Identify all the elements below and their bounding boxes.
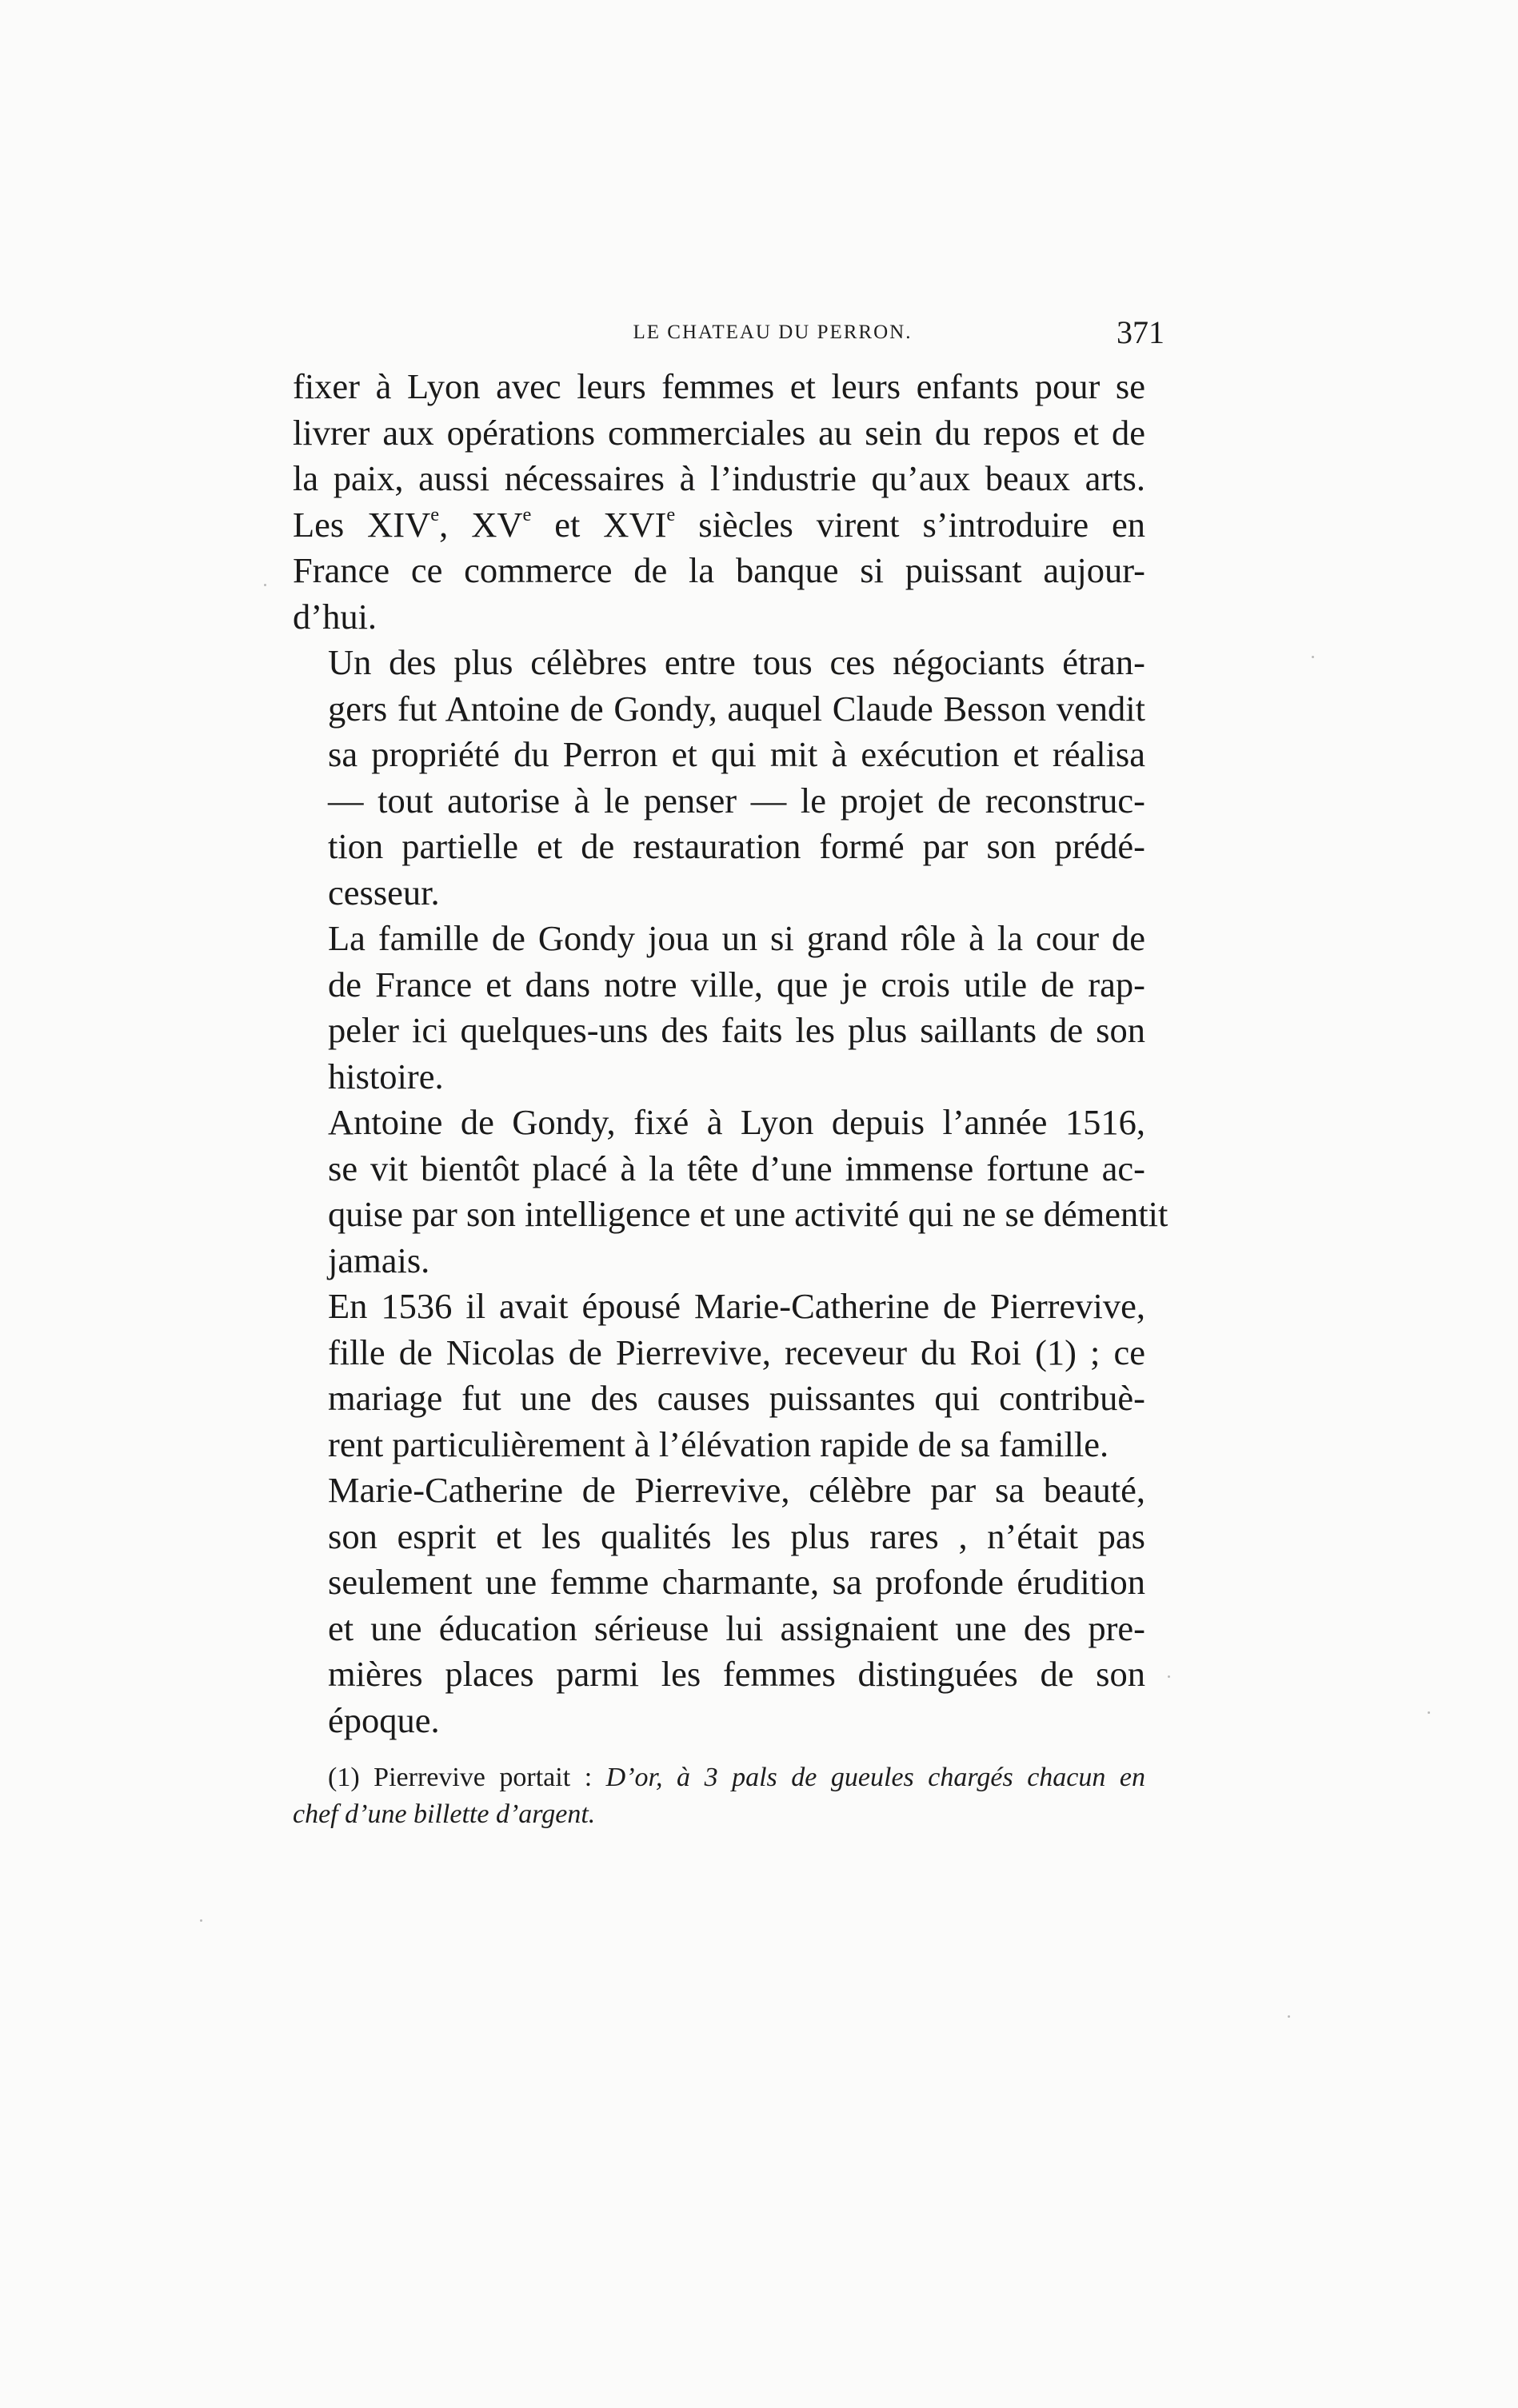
text-line: seulement une femme charmante, sa profonde érudition [328, 1562, 1145, 1602]
text-line: rent particulièrement à l’élévation rapide de sa famille. [328, 1424, 1109, 1464]
text-line: mières places parmi les femmes distinguées de son [328, 1654, 1145, 1694]
text-line: La famille de Gondy joua un si grand rôle à la cour de [328, 918, 1145, 958]
text-line: gers fut Antoine de Gondy, auquel Claude Besson vendit [328, 688, 1145, 729]
text-line: peler ici quelques-uns des faits les plus saillants de son [328, 1010, 1145, 1050]
text-segment: Les XIV [293, 504, 431, 545]
main-text [293, 364, 1168, 1743]
text-line [293, 502, 1145, 549]
text-line: jamais. [328, 1240, 430, 1280]
text-line: cesseur. [328, 872, 440, 912]
text-line: de France et dans notre ville, que je crois utile de rap- [328, 964, 1145, 1004]
text-line: livrer aux opérations commerciales au sein du repos et de [293, 412, 1145, 453]
text-line: époque. [328, 1699, 440, 1740]
text-segment: siècles virent s’introduire en [675, 504, 1145, 545]
footnote-marker: (1) Pierrevive portait : [328, 1763, 593, 1792]
text-line: Marie-Catherine de Pierrevive, célèbre par sa beauté, [328, 1470, 1145, 1510]
paragraph [293, 1468, 1145, 1743]
paper-speck [1168, 1675, 1170, 1678]
superscript: e [666, 504, 676, 526]
paragraph [293, 916, 1145, 1100]
superscript: e [430, 504, 440, 526]
text-line: tion partielle et de restauration formé par son prédé- [328, 826, 1145, 866]
paragraph [293, 364, 1145, 640]
text-segment: , XV [439, 504, 523, 545]
page-number: 371 [1117, 314, 1164, 350]
text-line: d’hui. [293, 596, 378, 637]
footnote-line [293, 1759, 1145, 1796]
text-line: mariage fut une des causes puissantes qui contribuè- [328, 1378, 1145, 1418]
paper-speck [264, 584, 266, 586]
footnote-line [293, 1796, 1145, 1833]
text-line: fille de Nicolas de Pierrevive, receveur du Roi (1) ; ce [328, 1332, 1145, 1372]
text-line: — tout autorise à le penser — le projet de reconstruc- [328, 780, 1145, 821]
paper-speck [200, 1919, 202, 1922]
text-line: la paix, aussi nécessaires à l’industrie qu’aux beaux arts. [293, 458, 1145, 498]
paper-speck [1288, 2015, 1290, 2018]
text-line: sa propriété du Perron et qui mit à exécution et réalisa [328, 734, 1145, 774]
text-line: Antoine de Gondy, fixé à Lyon depuis l’année 1516, [328, 1102, 1145, 1142]
text-line: En 1536 il avait épousé Marie-Catherine de Pierrevive, [328, 1286, 1145, 1326]
footnote [293, 1759, 1145, 1833]
text-line: se vit bientôt placé à la tête d’une immense fortune ac- [328, 1148, 1145, 1188]
paper-speck [1428, 1711, 1430, 1714]
text-line: fixer à Lyon avec leurs femmes et leurs enfants pour se [293, 366, 1145, 406]
text-segment: et XVI [531, 504, 667, 545]
paper-speck [1312, 656, 1314, 658]
text-line: quise par son intelligence et une activité qui ne se démentit [328, 1194, 1168, 1234]
footnote-text-italic: D’or, à 3 pals de gueules chargés chacun en [605, 1763, 1146, 1792]
text-line: son esprit et les qualités les plus rares , n’était pas [328, 1515, 1145, 1556]
paragraph [293, 640, 1145, 916]
running-title: LE CHATEAU DU PERRON. [633, 321, 913, 343]
footnote-text-italic: chef d’une billette d’argent. [293, 1799, 596, 1829]
paragraph [293, 1284, 1145, 1468]
superscript: e [522, 504, 532, 526]
paragraph [293, 1100, 1168, 1284]
page-header [293, 313, 1180, 361]
text-line: France ce commerce de la banque si puissant aujour- [293, 550, 1145, 590]
text-line: et une éducation sérieuse lui assignaient une des pre- [328, 1607, 1145, 1648]
text-line: Un des plus célèbres entre tous ces négociants étran- [328, 642, 1145, 682]
text-line: histoire. [328, 1056, 444, 1096]
